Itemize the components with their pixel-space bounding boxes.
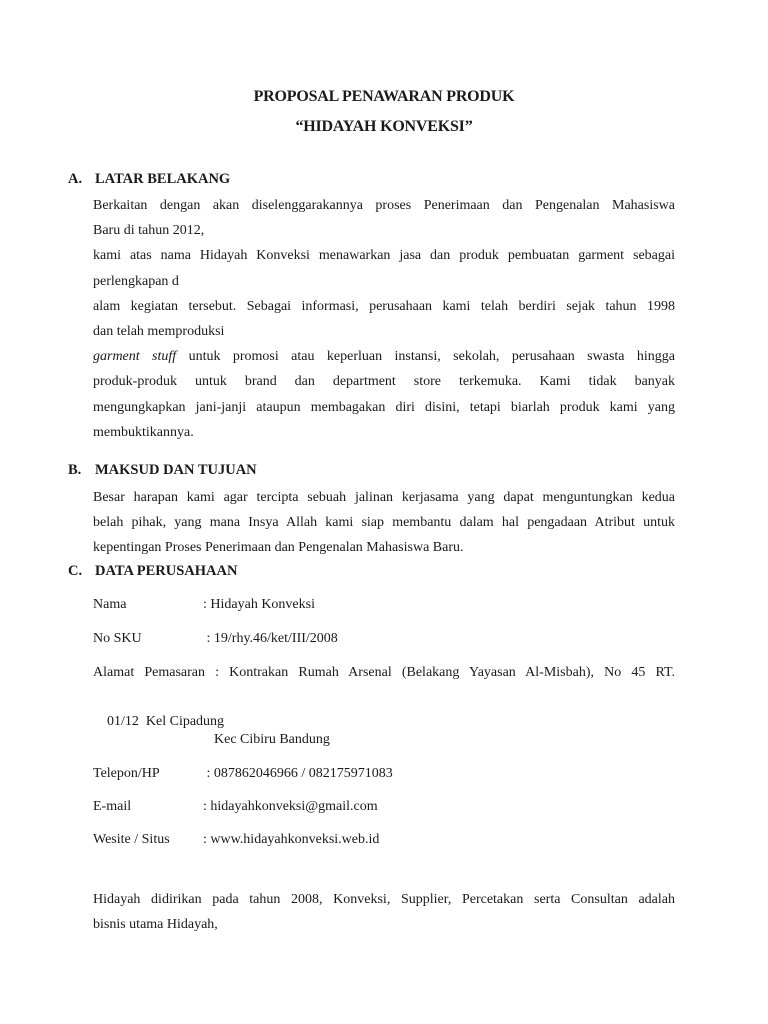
- field-alamat-line3: [214, 732, 330, 748]
- section-title: LATAR BELAKANG: [95, 171, 231, 187]
- field-value: : Kontrakan Rumah Arsenal (Belakang Yayasan Al-Misbah), No 45 RT.: [215, 665, 675, 680]
- paragraph-line: alam kegiatan tersebut. Sebagai informasi, perusahaan kami telah berdiri sejak tahun 1998: [93, 298, 675, 314]
- field-label: Telepon/HP: [93, 766, 160, 781]
- section-heading-maksud-dan-tujuan: [68, 462, 257, 479]
- field-alamat-pemasaran: [93, 665, 675, 681]
- field-value: : hidayahkonveksi@gmail.com: [203, 799, 378, 814]
- section-heading-data-perusahaan: [68, 563, 237, 580]
- section-title: MAKSUD DAN TUJUAN: [95, 462, 257, 478]
- paragraph-line: Berkaitan dengan akan diselenggarakannya proses Penerimaan dan Pengenalan Mahasiswa: [93, 198, 675, 213]
- field-email: [93, 799, 378, 815]
- paragraph-line: Baru di tahun 2012,: [93, 223, 205, 239]
- section-letter: C.: [68, 563, 83, 579]
- paragraph-line: kepentingan Proses Penerimaan dan Pengenalan Mahasiswa Baru.: [93, 540, 464, 556]
- paragraph-line: Hidayah didirikan pada tahun 2008, Konveksi, Supplier, Percetakan serta Consultan adalah: [93, 892, 675, 907]
- field-label: Alamat Pemasaran: [93, 665, 205, 680]
- paragraph-line: bisnis utama Hidayah,: [93, 917, 218, 933]
- paragraph-latar-belakang: [93, 193, 675, 445]
- paragraph-line: kami atas nama Hidayah Konveksi menawarkan jasa dan produk pembuatan garment sebagai: [93, 248, 675, 264]
- paragraph-line: produk-produk untuk brand dan department store terkemuka. Kami tidak banyak: [93, 374, 675, 390]
- paragraph-line-rest: untuk promosi atau keperluan instansi, sekolah, perusahaan swasta hingga: [188, 349, 676, 365]
- field-website: [93, 832, 379, 848]
- paragraph-line: [93, 344, 675, 369]
- section-letter: A.: [68, 171, 83, 187]
- paragraph-line: Besar harapan kami agar tercipta sebuah jalinan kerjasama yang dapat menguntungkan kedua: [93, 490, 675, 505]
- paragraph-line: membuktikannya.: [93, 424, 194, 440]
- paragraph-line: belah pihak, yang mana Insya Allah kami siap membantu dalam hal pengadaan Atribut untuk: [93, 515, 675, 531]
- paragraph-closing: [93, 887, 675, 937]
- field-value: : 19/rhy.46/ket/III/2008: [203, 631, 338, 646]
- field-value: : 087862046966 / 082175971083: [203, 766, 393, 781]
- field-alamat-line2: [93, 698, 224, 746]
- field-label: Nama: [93, 597, 127, 612]
- field-value: Kec Cibiru Bandung: [214, 732, 330, 747]
- field-label: No SKU: [93, 631, 142, 646]
- paragraph-line: mengungkapkan jani-janji ataupun membagakan diri disini, tetapi biarlah produk kami yang: [93, 399, 675, 415]
- paragraph-line: perlengkapan d: [93, 273, 179, 289]
- field-telepon: [93, 766, 393, 782]
- field-value: : Hidayah Konveksi: [203, 597, 315, 612]
- field-no-sku: [93, 631, 338, 647]
- paragraph-line: dan telah memproduksi: [93, 324, 225, 340]
- paragraph-maksud-dan-tujuan: [93, 485, 675, 561]
- field-value: 01/12 Kel Cipadung: [107, 714, 225, 729]
- field-label: E-mail: [93, 799, 132, 814]
- field-nama: [93, 597, 315, 613]
- field-label: Wesite / Situs: [93, 832, 170, 847]
- section-title: DATA PERUSAHAAN: [95, 563, 238, 579]
- italic-term: garment stuff: [93, 349, 177, 365]
- section-letter: B.: [68, 462, 82, 478]
- document-subtitle: “HIDAYAH KONVEKSI”: [295, 118, 473, 135]
- section-heading-latar-belakang: [68, 171, 230, 188]
- document-title: PROPOSAL PENAWARAN PRODUK: [253, 88, 515, 105]
- field-value: : www.hidayahkonveksi.web.id: [203, 832, 380, 847]
